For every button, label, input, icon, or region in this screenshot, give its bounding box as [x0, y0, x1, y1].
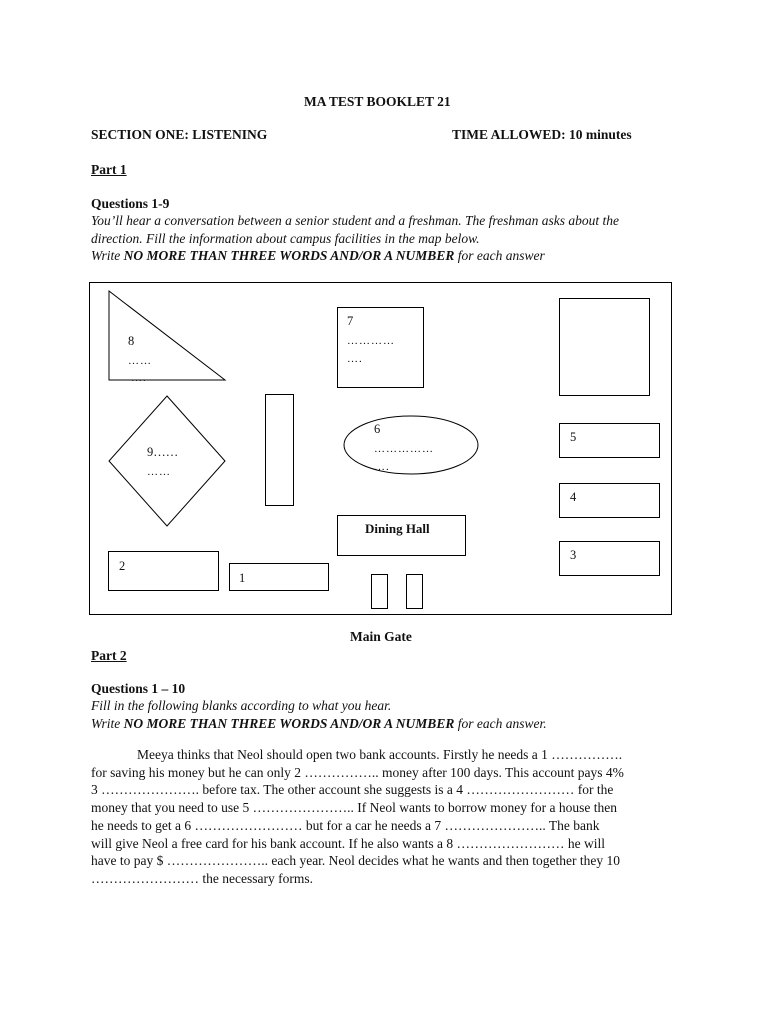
q8-blank-line1: ……	[128, 355, 152, 367]
q7-number: 7	[347, 314, 354, 328]
write-limit: NO MORE THAN THREE WORDS AND/OR A NUMBER	[123, 716, 455, 731]
part1-questions: Questions 1-9	[91, 196, 170, 211]
q1-number: 1	[239, 571, 246, 585]
main-gate-label: Main Gate	[350, 629, 412, 644]
write-suffix: for each answer	[454, 248, 545, 263]
paragraph-line: he needs to get a 6 …………………… but for a car he needs a 7 ………………….. The bank	[91, 817, 600, 833]
q9-blank: ……	[147, 466, 171, 478]
q8-number: 8	[128, 334, 135, 348]
paragraph-line: Meeya thinks that Neol should open two bank accounts. Firstly he needs a 1 …………….	[137, 747, 623, 762]
part1-heading: Part 1	[91, 162, 127, 177]
gate-post-right	[406, 574, 423, 609]
paragraph-line: for saving his money but he can only 2 …………….. money after 100 days. This account pays 4%	[91, 764, 624, 780]
part2-write-instruction	[91, 715, 547, 732]
paragraph-line: …………………… the necessary forms.	[91, 870, 313, 886]
part1-write-instruction	[91, 247, 545, 264]
paragraph-line: 3 …………………. before tax. The other account she suggests is a 4 …………………… for the	[91, 782, 614, 798]
gate-post-left	[371, 574, 388, 609]
q6-blank-line1: ……………	[374, 443, 434, 455]
write-limit: NO MORE THAN THREE WORDS AND/OR A NUMBER	[123, 248, 455, 263]
building-top-right	[559, 298, 650, 396]
dining-hall-label: Dining Hall	[365, 521, 430, 536]
part2-paragraph	[91, 746, 677, 888]
q5-number: 5	[570, 430, 577, 444]
section-heading: SECTION ONE: LISTENING	[91, 127, 268, 142]
q6-number: 6	[374, 422, 381, 436]
q8-blank-line2: ….	[131, 372, 147, 384]
paragraph-line: have to pay $ ………………….. each year. Neol decides what he wants and then together they 10	[91, 853, 620, 869]
q7-blank-line2: ….	[347, 353, 363, 365]
building-tall-narrow	[265, 394, 294, 506]
part2-questions: Questions 1 – 10	[91, 681, 186, 696]
q6-blank-line2: ….	[374, 461, 390, 473]
part2-instruction: Fill in the following blanks according to what you hear.	[91, 698, 392, 713]
part1-instruction-line1: You’ll hear a conversation between a senior student and a freshman. The freshman asks about the	[91, 213, 619, 228]
write-prefix: Write	[91, 248, 124, 263]
q2-number: 2	[119, 559, 126, 573]
time-allowed: TIME ALLOWED: 10 minutes	[452, 127, 632, 142]
paragraph-line: will give Neol a free card for his bank account. If he also wants a 8 …………………… he will	[91, 835, 605, 851]
write-suffix: for each answer.	[454, 716, 547, 731]
q7-blank-line1: …………	[347, 335, 395, 347]
q3-number: 3	[570, 548, 577, 562]
part2-heading: Part 2	[91, 648, 127, 663]
paragraph-line: money that you need to use 5 ………………….. If Neol wants to borrow money for a house then	[91, 800, 618, 816]
q4-number: 4	[570, 490, 577, 504]
part1-instruction-line2: direction. Fill the information about campus facilities in the map below.	[91, 231, 480, 246]
q9-number: 9……	[147, 445, 179, 459]
page-title: MA TEST BOOKLET 21	[304, 94, 451, 109]
write-prefix: Write	[91, 716, 124, 731]
